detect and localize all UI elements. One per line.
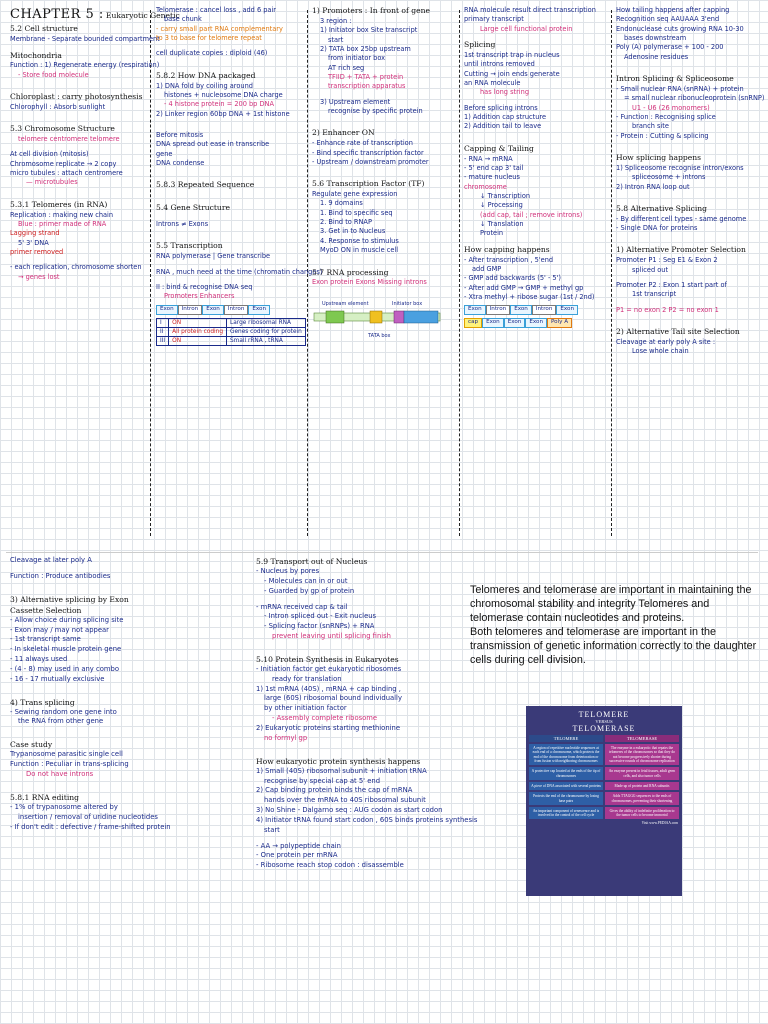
note-line: Telomerase : cancel loss , add 6 pair — [156, 6, 277, 14]
note-line: - Enhance rate of transcription — [312, 139, 413, 148]
note-line: Adenosine residues — [624, 52, 689, 61]
note-line: Protein — [480, 229, 504, 238]
column-divider — [611, 10, 612, 536]
note-line: 2) Enhancer ON — [312, 128, 375, 138]
note-line: - Guarded by gp of protein — [264, 586, 355, 595]
note-line: from initiator box — [328, 54, 386, 63]
note-line: - Intron spliced out - Exit nucleus — [264, 612, 377, 621]
column-1-notes — [10, 24, 160, 282]
note-line: histones + nucleosome DNA charge — [164, 90, 283, 99]
note-line: - 16 - 17 mutually exclusive — [10, 674, 105, 683]
note-line: - mRNA received cap & tail — [256, 602, 348, 611]
infographic-versus: VERSUS — [595, 719, 613, 724]
note-line: 1st transcript — [632, 290, 677, 299]
note-line: How splicing happens — [616, 153, 701, 163]
note-line: RNA molecule result direct transcription — [464, 6, 596, 14]
note-line: start — [328, 35, 344, 44]
note-line: - 1% of trypanosome altered by — [10, 802, 118, 811]
note-line: - Allow choice during splicing site — [10, 615, 124, 624]
note-line: Exon protein Exons Missing introns — [312, 278, 427, 287]
note-line: ↓ Translation — [480, 220, 524, 229]
note-line: - Small nuclear RNA (snRNA) + protein — [616, 84, 744, 93]
note-line: 5.2 Cell structure — [10, 24, 78, 34]
note-line: 5.3 Chromosome Structure — [10, 124, 115, 134]
note-line: (add cap, tail ; remove introns) — [480, 210, 583, 219]
note-line: Do not have introns — [26, 769, 94, 778]
column-3-notes — [312, 6, 458, 288]
note-line: 2) Addition tail to leave — [464, 122, 542, 131]
note-line: - After add GMP → GMP + methyl gp — [464, 283, 584, 292]
note-line: II : bind & recognise DNA seq — [156, 282, 253, 291]
table-cell: III — [157, 336, 169, 345]
note-line: bases downstream — [624, 34, 687, 43]
note-line: - Upstream / downstream promoter — [312, 157, 429, 166]
infographic-title-2: TELOMERASE — [572, 724, 636, 733]
note-line: Endonuclease cuts growing RNA 10-30 — [616, 24, 744, 33]
note-line: 2) Intron RNA loop out — [616, 182, 690, 191]
note-line: Cleavage at early poly A site : — [616, 337, 716, 346]
note-line: 3 region : — [320, 16, 352, 25]
note-line: How eukaryotic protein synthesis happens — [256, 756, 421, 766]
note-line: 5.8.1 RNA editing — [10, 792, 80, 802]
table-cell: All protein coding — [169, 327, 227, 336]
section-divider — [6, 552, 758, 553]
note-line: Capping & Tailing — [464, 143, 534, 153]
note-line: Trypanosome parasitic single cell — [10, 750, 123, 759]
telomerase-column — [605, 735, 679, 819]
note-line: ready for translation — [272, 674, 342, 683]
note-line: - 5' end cap 3' tail — [464, 163, 524, 172]
segment-box: Intron — [178, 305, 203, 315]
note-line: 5.6 Transcription Factor (TF) — [312, 179, 425, 189]
note-line: - carry small part RNA complementary — [156, 24, 283, 33]
chapter-title: CHAPTER 5 : Eukaryotic Genetic — [10, 7, 180, 22]
note-line: 5.8.3 Repeated Sequence — [156, 180, 255, 190]
column-4-notes — [464, 6, 610, 302]
note-line: ↓ Processing — [480, 201, 523, 210]
note-line: Cutting → join ends generate — [464, 69, 560, 78]
rna-polymerase-table — [156, 318, 306, 347]
pre-mrna-row — [464, 305, 610, 315]
note-line: Promoter P1 : Seg E1 & Exon 2 — [616, 256, 718, 265]
segment-box: Exon — [482, 318, 504, 328]
note-line: micro tubules : attach centromere — [10, 169, 123, 178]
note-line: 2) Eukaryotic proteins starting methionine — [256, 723, 401, 732]
table-cell: I — [157, 318, 169, 327]
table-cell: Large ribosomal RNA — [227, 318, 306, 327]
typed-summary — [470, 583, 762, 667]
note-line: Lagging strand — [10, 229, 60, 238]
promoter-diagram — [312, 291, 442, 343]
note-line: - One protein per mRNA — [256, 851, 338, 860]
note-line: - each replication, chromosome shorten — [10, 263, 142, 272]
note-line: Cassette Selection — [10, 605, 82, 615]
note-line: Splicing — [464, 40, 496, 50]
note-line: to 3 to base for telomere repeat — [156, 34, 262, 43]
note-line: 1) DNA fold by coiling around — [156, 81, 253, 90]
note-line: 5.5 Transcription — [156, 241, 223, 251]
note-line: Replication : making new chain — [10, 210, 114, 219]
note-line: base chunk — [164, 15, 202, 24]
note-line: At cell division (mitosis) — [10, 150, 89, 159]
infographic-cell: Adds TTAGGG sequences to the ends of chromosomes, preventing their shortening — [605, 792, 679, 805]
note-line: gene — [156, 149, 173, 158]
note-line: P1 = no exon 2 P2 = no exon 1 — [616, 305, 719, 314]
note-line: Membrane - Separate bounded compartment — [10, 35, 160, 44]
initiator-label: Initiator box — [392, 300, 423, 307]
note-line: has long string — [480, 88, 530, 97]
note-line: U1 - U6 (26 monomers) — [632, 103, 710, 112]
note-line: AT rich seg — [328, 63, 365, 72]
note-line: chromosome — [464, 182, 507, 191]
note-line: TFIID + TATA + protein — [328, 72, 404, 81]
telomerase-header: TELOMERASE — [605, 735, 679, 742]
segment-box: Exon — [504, 318, 526, 328]
note-line: - Single DNA for proteins — [616, 224, 698, 233]
note-line: - By different cell types - same genome — [616, 214, 747, 223]
telomere-header: TELOMERE — [529, 735, 603, 742]
note-line: 1) Addition cap structure — [464, 113, 547, 122]
note-line: branch site — [632, 122, 669, 131]
note-line: large (60S) ribosomal bound individually — [264, 694, 402, 703]
note-line: 5.7 RNA processing — [312, 267, 389, 277]
note-line: 1. Bind to specific seq — [320, 208, 393, 217]
segment-box: Exon — [464, 305, 486, 315]
infographic-cell: The enzyme in a eukaryotic that repairs the telomeres of the chromosomes so that they do not become progressively shorter during successive rounds of chromosome replication — [605, 744, 679, 765]
note-line: Case study — [10, 740, 53, 750]
note-line: prevent leaving until splicing finish — [272, 632, 391, 641]
infographic-cell: An enzyme present in fetal tissues, adult germ cells, and also tumor cells — [605, 767, 679, 780]
note-line: 5.8.2 How DNA packaged — [156, 70, 256, 80]
note-line: 1) Alternative Promoter Selection — [616, 245, 746, 255]
column-2-notes — [156, 6, 323, 302]
note-line: primary transcript — [464, 15, 524, 24]
note-line: 2) Cap binding protein binds the cap of mRNA — [256, 786, 413, 795]
segment-box: Intron — [486, 305, 511, 315]
note-line: - Xtra methyl + ribose sugar (1st / 2nd) — [464, 292, 595, 301]
note-line: - In skeletal muscle protein gene — [10, 645, 122, 654]
summary-paragraph: Telomeres and telomerase are important in maintaining the chromosomal stability and integrity Telomeres and telomerase contain nucleotides and proteins. — [470, 584, 752, 625]
mature-mrna-row — [464, 318, 610, 328]
segment-box: Exon — [202, 305, 224, 315]
note-line: insertion / removal of uridine nucleotides — [18, 812, 158, 821]
table-cell: II — [157, 327, 169, 336]
table-cell: Genes coding for protein — [227, 327, 306, 336]
note-line: ↓ Transcription — [480, 191, 531, 200]
bottom-left-notes — [10, 556, 240, 832]
summary-paragraph: Both telomeres and telomerase are important in the transmission of genetic information correctly to the daughter cells during cell division. — [470, 626, 757, 667]
note-line: 5.8 Alternative Splicing — [616, 203, 708, 213]
note-line: 3. Get in to Nucleus — [320, 227, 386, 236]
column-4 — [464, 6, 610, 331]
note-line: How tailing happens after capping — [616, 6, 730, 14]
note-line: - Store food molecule — [18, 70, 89, 79]
note-line: 2. Bind to RNAP — [320, 218, 372, 227]
note-line: 1. 9 domains — [320, 199, 363, 208]
column-2 — [156, 6, 323, 349]
note-line: cell duplicate copies : diploid (46) — [156, 49, 268, 58]
note-line: until introns removed — [464, 60, 535, 69]
note-line: 5.4 Gene Structure — [156, 203, 230, 213]
note-line: - Protein : Cutting & splicing — [616, 131, 709, 140]
segment-box: Exon — [156, 305, 178, 315]
infographic-cell: A region of repetitive nucleotide sequences at each end of a chromosome, which protects the end of the chromosome from deterioration or from fusion with neighboring chromosomes — [529, 744, 603, 765]
note-line: Function : Produce antibodies — [10, 571, 111, 580]
note-line: Large cell functional protein — [480, 24, 573, 33]
note-line: - Molecules can in or out — [264, 576, 348, 585]
note-line: - (4 - 8) may used in any combo — [10, 664, 119, 673]
note-line: an RNA molecule — [464, 78, 521, 87]
table-cell: ON — [169, 318, 227, 327]
segment-box: Exon — [556, 305, 578, 315]
infographic-cell: Gives the ability of indefinite proliferation to the tumor cells to become immortal — [605, 807, 679, 820]
bottom-middle-notes — [256, 556, 478, 871]
note-line: Cleavage at later poly A — [10, 556, 92, 564]
note-line: - Function : Recognising splice — [616, 113, 716, 122]
infographic-title: TELOMERE — [578, 710, 630, 719]
note-line: Chromosome replicate → 2 copy — [10, 159, 117, 168]
note-line: - Sewing random one gene into — [10, 707, 117, 716]
note-line: → genes lost — [18, 272, 60, 281]
note-line: by other initiation factor — [264, 704, 347, 713]
note-line: - If don't edit : defective / frame-shifted protein — [10, 822, 171, 831]
note-line: 1) Spliceosome recognise intron/exons — [616, 163, 744, 172]
note-line: - AA → polypeptide chain — [256, 841, 341, 850]
note-line: Introns ≠ Exons — [156, 220, 209, 229]
note-line: 4) Initiator tRNA found start codon , 60S binds proteins synthesis — [256, 815, 478, 824]
note-line: 3) No Shine - Dalgarno seq : AUG codon as start codon — [256, 806, 443, 815]
note-line: - After transcription , 5'end — [464, 255, 554, 264]
note-line: - Bind specific transcription factor — [312, 148, 424, 157]
infographic-cell: An important component of senescence and is involved in the control of the cell cycle — [529, 807, 603, 820]
infographic-cell: A protective cap located at the ends of the tip of chromosomes — [529, 767, 603, 780]
note-line: Chlorophyll : Absorb sunlight — [10, 102, 106, 111]
note-line: - 4 histone protein = 200 bp DNA — [164, 100, 274, 109]
note-line: primer removed — [10, 248, 64, 257]
note-line: DNA condense — [156, 159, 205, 168]
note-line: 3) Upstream element — [320, 97, 391, 106]
table-row — [157, 336, 306, 345]
table-cell: Small rRNA , tRNA — [227, 336, 306, 345]
column-5-notes — [616, 6, 766, 357]
note-line: Poly (A) polymerase + 100 - 200 — [616, 43, 724, 52]
note-line: - Exon may / may not appear — [10, 625, 109, 634]
note-line: 1) Initiator box Site transcript — [320, 26, 418, 35]
note-line: - 11 always used — [10, 655, 68, 664]
note-line: Intron Splicing & Spliceosome — [616, 74, 734, 84]
upstream-label: Upstream element — [322, 300, 369, 307]
note-line: Recognition seq AAUAAA 3'end — [616, 15, 720, 24]
note-line: add GMP — [472, 264, 502, 273]
segment-box: Exon — [248, 305, 270, 315]
note-line: Function : 1) Regenerate energy (respiration) — [10, 61, 160, 70]
note-line: 5' 3' DNA — [18, 238, 49, 247]
note-line: Regulate gene expression — [312, 190, 398, 199]
note-line: Before mitosis — [156, 131, 204, 140]
segment-box: cap — [464, 318, 482, 328]
note-line: - Initiation factor get eukaryotic ribosomes — [256, 664, 402, 673]
note-line: DNA spread out ease in transcribe — [156, 140, 270, 149]
table-row — [157, 318, 306, 327]
note-line: RNA polymerase | Gene transcribe — [156, 252, 271, 261]
note-line: Function : Peculiar in trans-splicing — [10, 760, 129, 769]
note-line: Promoters Enhancers — [164, 292, 235, 301]
note-line: 2) TATA box 25bp upstream — [320, 44, 411, 53]
infographic-cell: Protects the end of the chromosome by losing base pairs — [529, 792, 603, 805]
segment-box: Intron — [532, 305, 557, 315]
table-row — [157, 327, 306, 336]
note-line: Before splicing introns — [464, 103, 538, 112]
note-line: - RNA → mRNA — [464, 154, 513, 163]
note-line: 2) Alternative Tail site Selection — [616, 327, 740, 337]
note-line: = small nuclear ribonucleoprotein (snRNP) — [624, 94, 765, 103]
note-line: recognise by specific protein — [328, 107, 423, 116]
note-line: spliceosome + introns — [632, 173, 706, 182]
telomere-vs-telomerase-infographic — [526, 706, 682, 896]
segment-box: Poly A — [547, 318, 572, 328]
note-line: 1) 1st mRNA (40S) , mRNA + cap binding , — [256, 684, 401, 693]
column-5 — [616, 6, 766, 357]
note-line: - Nucleus by pores — [256, 567, 320, 575]
note-line: 3) Alternative splicing by Exon — [10, 594, 129, 604]
note-line: telomere centromere telomere — [18, 135, 120, 144]
note-line: recognise by special cap at 5' end — [264, 776, 381, 785]
note-line: 5.9 Transport out of Nucleus — [256, 557, 368, 566]
note-line: RNA , much need at the time (chromatin changes) — [156, 267, 323, 276]
column-3 — [312, 6, 458, 346]
infographic-cell: A piece of DNA associated with several proteins — [529, 782, 603, 790]
note-line: start — [264, 825, 280, 834]
note-line: - Splicing factor (snRNPs) + RNA — [264, 622, 375, 631]
note-line: spliced out — [632, 265, 669, 274]
note-line: hands over the mRNA to 40S ribosomal subunit — [264, 796, 426, 805]
column-divider — [459, 10, 460, 536]
note-line: Blue : primer made of RNA — [18, 219, 107, 228]
table-cell: ON — [169, 336, 227, 345]
note-line: Promoter P2 : Exon 1 start part of — [616, 280, 727, 289]
note-line: 2) Linker region 60bp DNA + 1st histone — [156, 109, 290, 118]
segment-box: Exon — [525, 318, 547, 328]
note-line: - GMP add backwards (5' - 5') — [464, 274, 562, 283]
note-line: Lose whole chain — [632, 347, 689, 356]
infographic-footer: Visit www.PEDIAA.com — [641, 821, 678, 826]
note-line: - Assembly complete ribosome — [272, 714, 378, 723]
note-line: - mature nucleus — [464, 173, 520, 182]
note-line: — microtubules — [26, 178, 78, 187]
note-line: Chloroplast : carry photosynthesis — [10, 92, 143, 102]
note-line: - 1st transcript same — [10, 635, 81, 644]
note-line: transcription apparatus — [328, 82, 406, 91]
note-line: 5.10 Protein Synthesis in Eukaryotes — [256, 654, 399, 664]
gene-structure-row — [156, 305, 306, 315]
note-line: 1st transcript trap in nucleus — [464, 50, 560, 59]
note-line: 1) Small (40S) ribosomal subunit + initiation tRNA — [256, 766, 427, 775]
note-line: 5.3.1 Telomeres (in RNA) — [10, 199, 108, 209]
note-line: 1) Promoters : In front of gene — [312, 6, 430, 15]
column-divider — [150, 10, 151, 536]
segment-box: Exon — [510, 305, 532, 315]
note-line: 4. Response to stimulus — [320, 236, 399, 245]
tata-label: TATA box — [368, 332, 391, 339]
note-line: - Ribosome reach stop codon : disassemble — [256, 861, 404, 870]
note-line: Mitochondria — [10, 50, 62, 60]
segment-box: Intron — [224, 305, 249, 315]
note-line: no formyl gp — [264, 733, 308, 742]
note-line: 4) Trans splicing — [10, 697, 75, 707]
note-line: the RNA from other gene — [18, 717, 104, 726]
telomere-column — [529, 735, 603, 819]
note-line: How capping happens — [464, 244, 550, 254]
note-line: MyoD ON in muscle cell — [320, 246, 399, 255]
infographic-cell: Made up of protein and RNA subunits — [605, 782, 679, 790]
